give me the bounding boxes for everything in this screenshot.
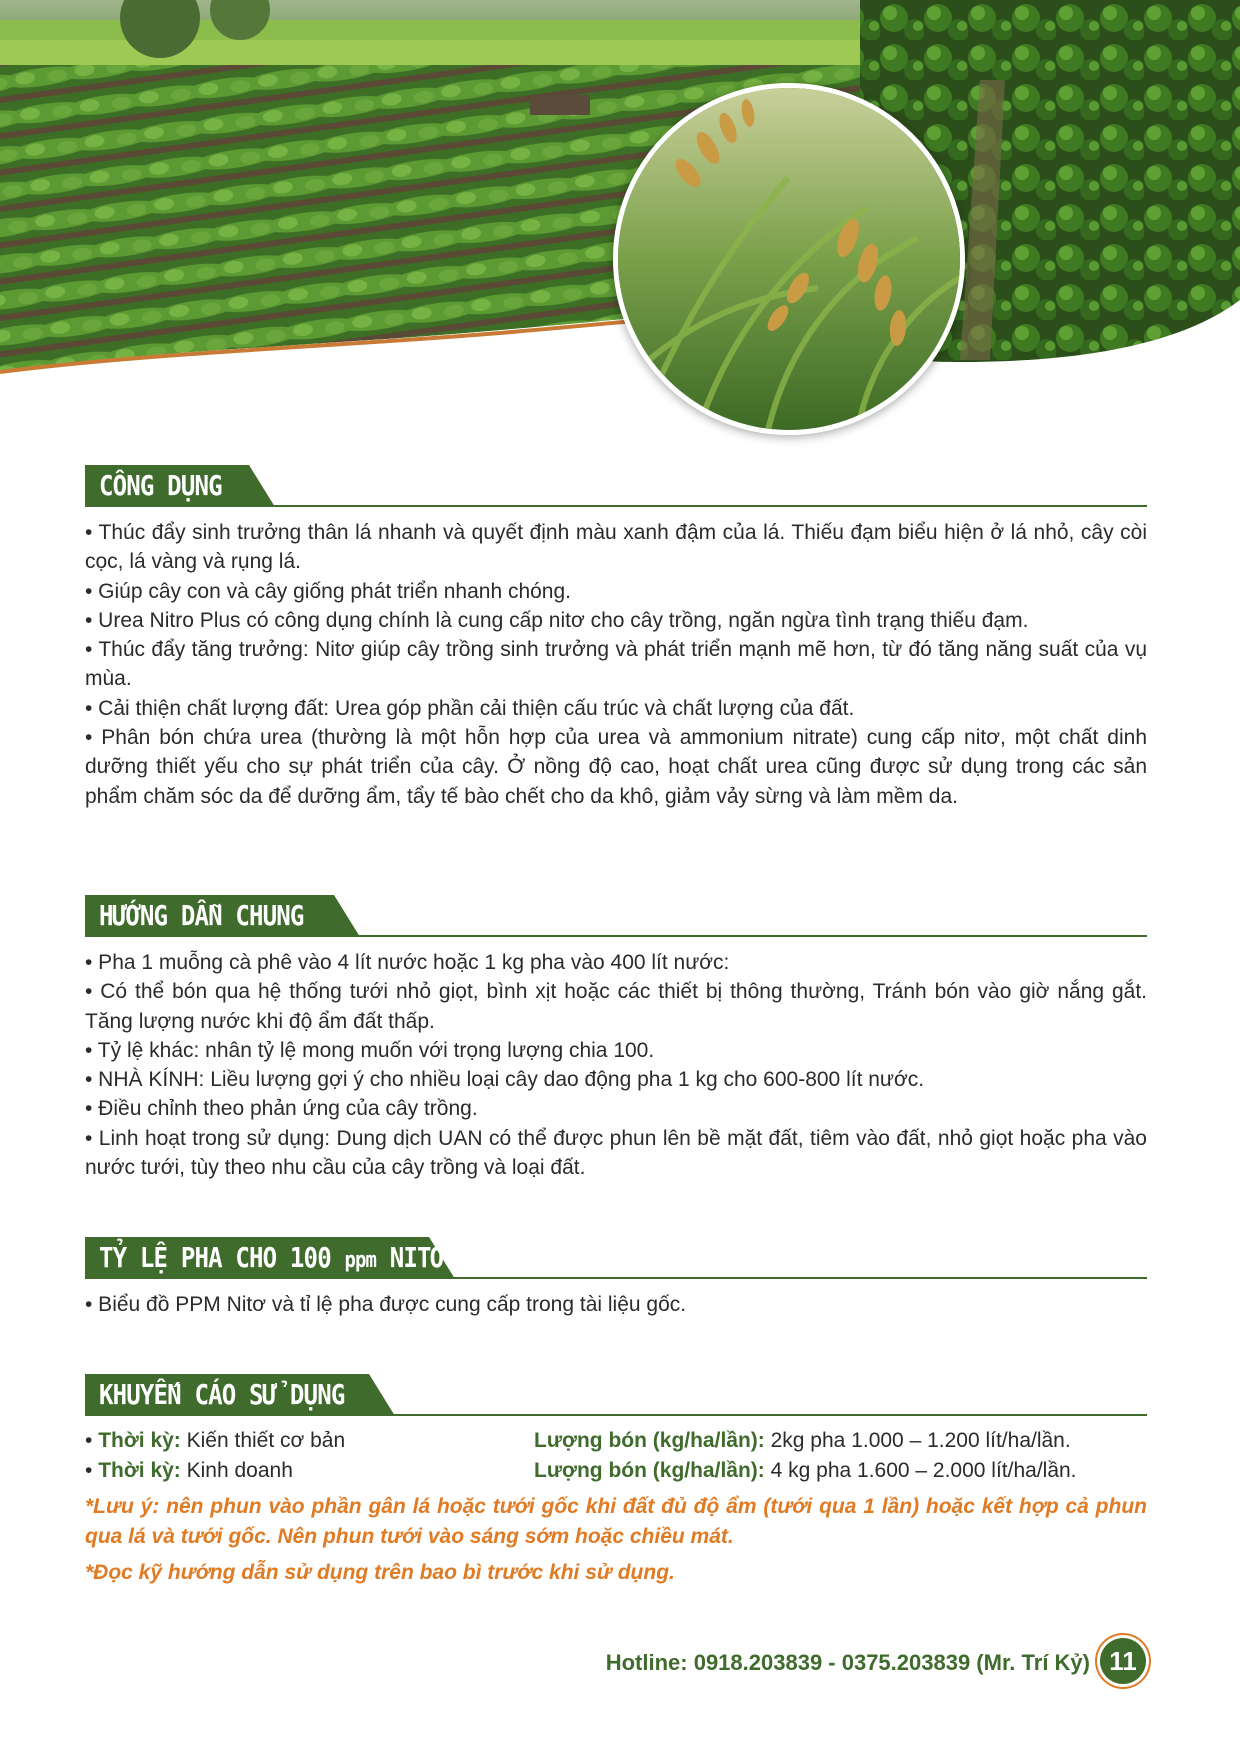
- amount-label: Lượng bón (kg/ha/lần):: [534, 1459, 765, 1482]
- period-cell: [85, 1456, 534, 1486]
- recommendation-row: [85, 1426, 1147, 1456]
- hotline: Hotline: 0918.203839 - 0375.203839 (Mr. Trí Kỷ): [605, 1650, 1090, 1675]
- paragraph: • Có thể bón qua hệ thống tưới nhỏ giọt, bình xịt hoặc các thiết bị thông thường, Tránh bón vào giờ nắng gắt. Tăng lượng nước khi độ ẩm đất thấp.: [85, 980, 1147, 1033]
- period-value: Kiến thiết cơ bản: [180, 1429, 346, 1452]
- period-label: Thời kỳ:: [98, 1429, 181, 1452]
- amount-label: Lượng bón (kg/ha/lần):: [534, 1429, 765, 1452]
- title-main: TỶ LỆ PHA CHO 100: [99, 1241, 345, 1274]
- divider: [85, 1414, 1147, 1416]
- paragraph: • Biểu đồ PPM Nitơ và tỉ lệ pha được cung cấp trong tài liệu gốc.: [85, 1293, 687, 1316]
- period-label: Thời kỳ:: [98, 1459, 181, 1482]
- section-body: [85, 948, 1147, 1182]
- bullet: •: [85, 1459, 99, 1482]
- paragraph: • Linh hoạt trong sử dụng: Dung dịch UAN có thể được phun lên bề mặt đất, tiêm vào đất, nhỏ giọt hoặc pha vào nước tưới, tùy theo nhu cầu của cây trồng và loại đất.: [85, 1126, 1147, 1180]
- divider: [85, 1277, 1147, 1279]
- note: *Đọc kỹ hướng dẫn sử dụng trên bao bì trước khi sử dụng.: [85, 1561, 675, 1584]
- section-header: [85, 895, 1147, 939]
- paragraph: • Điều chỉnh theo phản ứng của cây trồng.: [85, 1097, 478, 1121]
- section-khuyen-cao: [85, 1374, 1147, 1588]
- recommendation-row: [85, 1456, 1147, 1486]
- header-tab-slope: [235, 465, 275, 507]
- section-title: CÔNG DỤNG: [99, 469, 222, 502]
- paragraph: • Thúc đẩy sinh trưởng thân lá nhanh và quyết định màu xanh đậm của lá. Thiếu đạm biểu hiện ở lá nhỏ, cây còi cọc, lá vàng và rụng lá.: [85, 521, 1147, 574]
- section-title: [99, 1241, 444, 1278]
- bullet: •: [85, 1429, 99, 1452]
- divider: [85, 505, 1147, 507]
- amount-cell: [534, 1456, 1147, 1486]
- section-ty-le-pha: [85, 1237, 1147, 1319]
- paragraph: • Phân bón chứa urea (thường là một hỗn hợp của urea và ammonium nitrate) cung cấp nitơ, một chất dinh dưỡng thiết yếu cho sự phát triển của cây. Ở nồng độ cao, hoạt chất urea cũng được sử dụng trong các sản phẩm chăm sóc da để dưỡng ẩm, tẩy tế bào chết cho da khô, giảm vảy sừng và làm mềm da.: [85, 726, 1147, 808]
- period-cell: [85, 1426, 534, 1456]
- period-value: Kinh doanh: [180, 1459, 293, 1482]
- paragraph: • Tỷ lệ khác: nhân tỷ lệ mong muốn với trọng lượng chia 100.: [85, 1038, 655, 1062]
- divider: [85, 935, 1147, 937]
- rice-photo: [613, 83, 965, 435]
- amount-cell: [534, 1426, 1147, 1456]
- page-number: 11: [1100, 1638, 1146, 1684]
- header-tab-slope: [320, 895, 360, 937]
- section-body: [85, 1426, 1147, 1588]
- paragraph: • NHÀ KÍNH: Liều lượng gợi ý cho nhiều loại cây dao động pha 1 kg cho 600-800 lít nước.: [85, 1068, 925, 1092]
- paragraph: • Thúc đẩy tăng trưởng: Nitơ giúp cây trồng sinh trưởng và phát triển mạnh mẽ hơn, từ đó tăng năng suất của vụ mùa.: [85, 638, 1147, 691]
- section-title: KHUYẾN CÁO SỬ DỤNG: [99, 1378, 345, 1411]
- section-header: [85, 1374, 1147, 1418]
- section-cong-dung: [85, 465, 1147, 811]
- paragraph: • Pha 1 muỗng cà phê vào 4 lít nước hoặc 1 kg pha vào 400 lít nước:: [85, 951, 730, 974]
- paragraph: • Giúp cây con và cây giống phát triển nhanh chóng.: [85, 579, 572, 603]
- section-title: HƯỚNG DẪN CHUNG: [99, 899, 304, 932]
- section-body: [85, 518, 1147, 811]
- header-tab-slope: [355, 1374, 395, 1416]
- section-header: [85, 1237, 1147, 1281]
- note: *Lưu ý: nên phun vào phần gân lá hoặc tưới gốc khi đất đủ độ ẩm (tưới qua 1 lần) hoặc kết hợp cả phun qua lá và tưới gốc. Nên phun tưới vào sáng sớm hoặc chiều mát.: [85, 1495, 1147, 1548]
- title-end: NITƠ: [376, 1241, 445, 1274]
- amount-value: 2kg pha 1.000 – 1.200 lít/ha/lần.: [764, 1429, 1071, 1452]
- section-huong-dan-chung: [85, 895, 1147, 1182]
- section-header: [85, 465, 1147, 509]
- section-body: [85, 1290, 1147, 1319]
- amount-value: 4 kg pha 1.600 – 2.000 lít/ha/lần.: [764, 1459, 1077, 1482]
- paragraph: • Cải thiện chất lượng đất: Urea góp phần cải thiện cấu trúc và chất lượng của đất.: [85, 696, 855, 720]
- paragraph: • Urea Nitro Plus có công dụng chính là cung cấp nitơ cho cây trồng, ngăn ngừa tình trạng thiếu đạm.: [85, 608, 1029, 632]
- title-unit: ppm: [344, 1248, 377, 1273]
